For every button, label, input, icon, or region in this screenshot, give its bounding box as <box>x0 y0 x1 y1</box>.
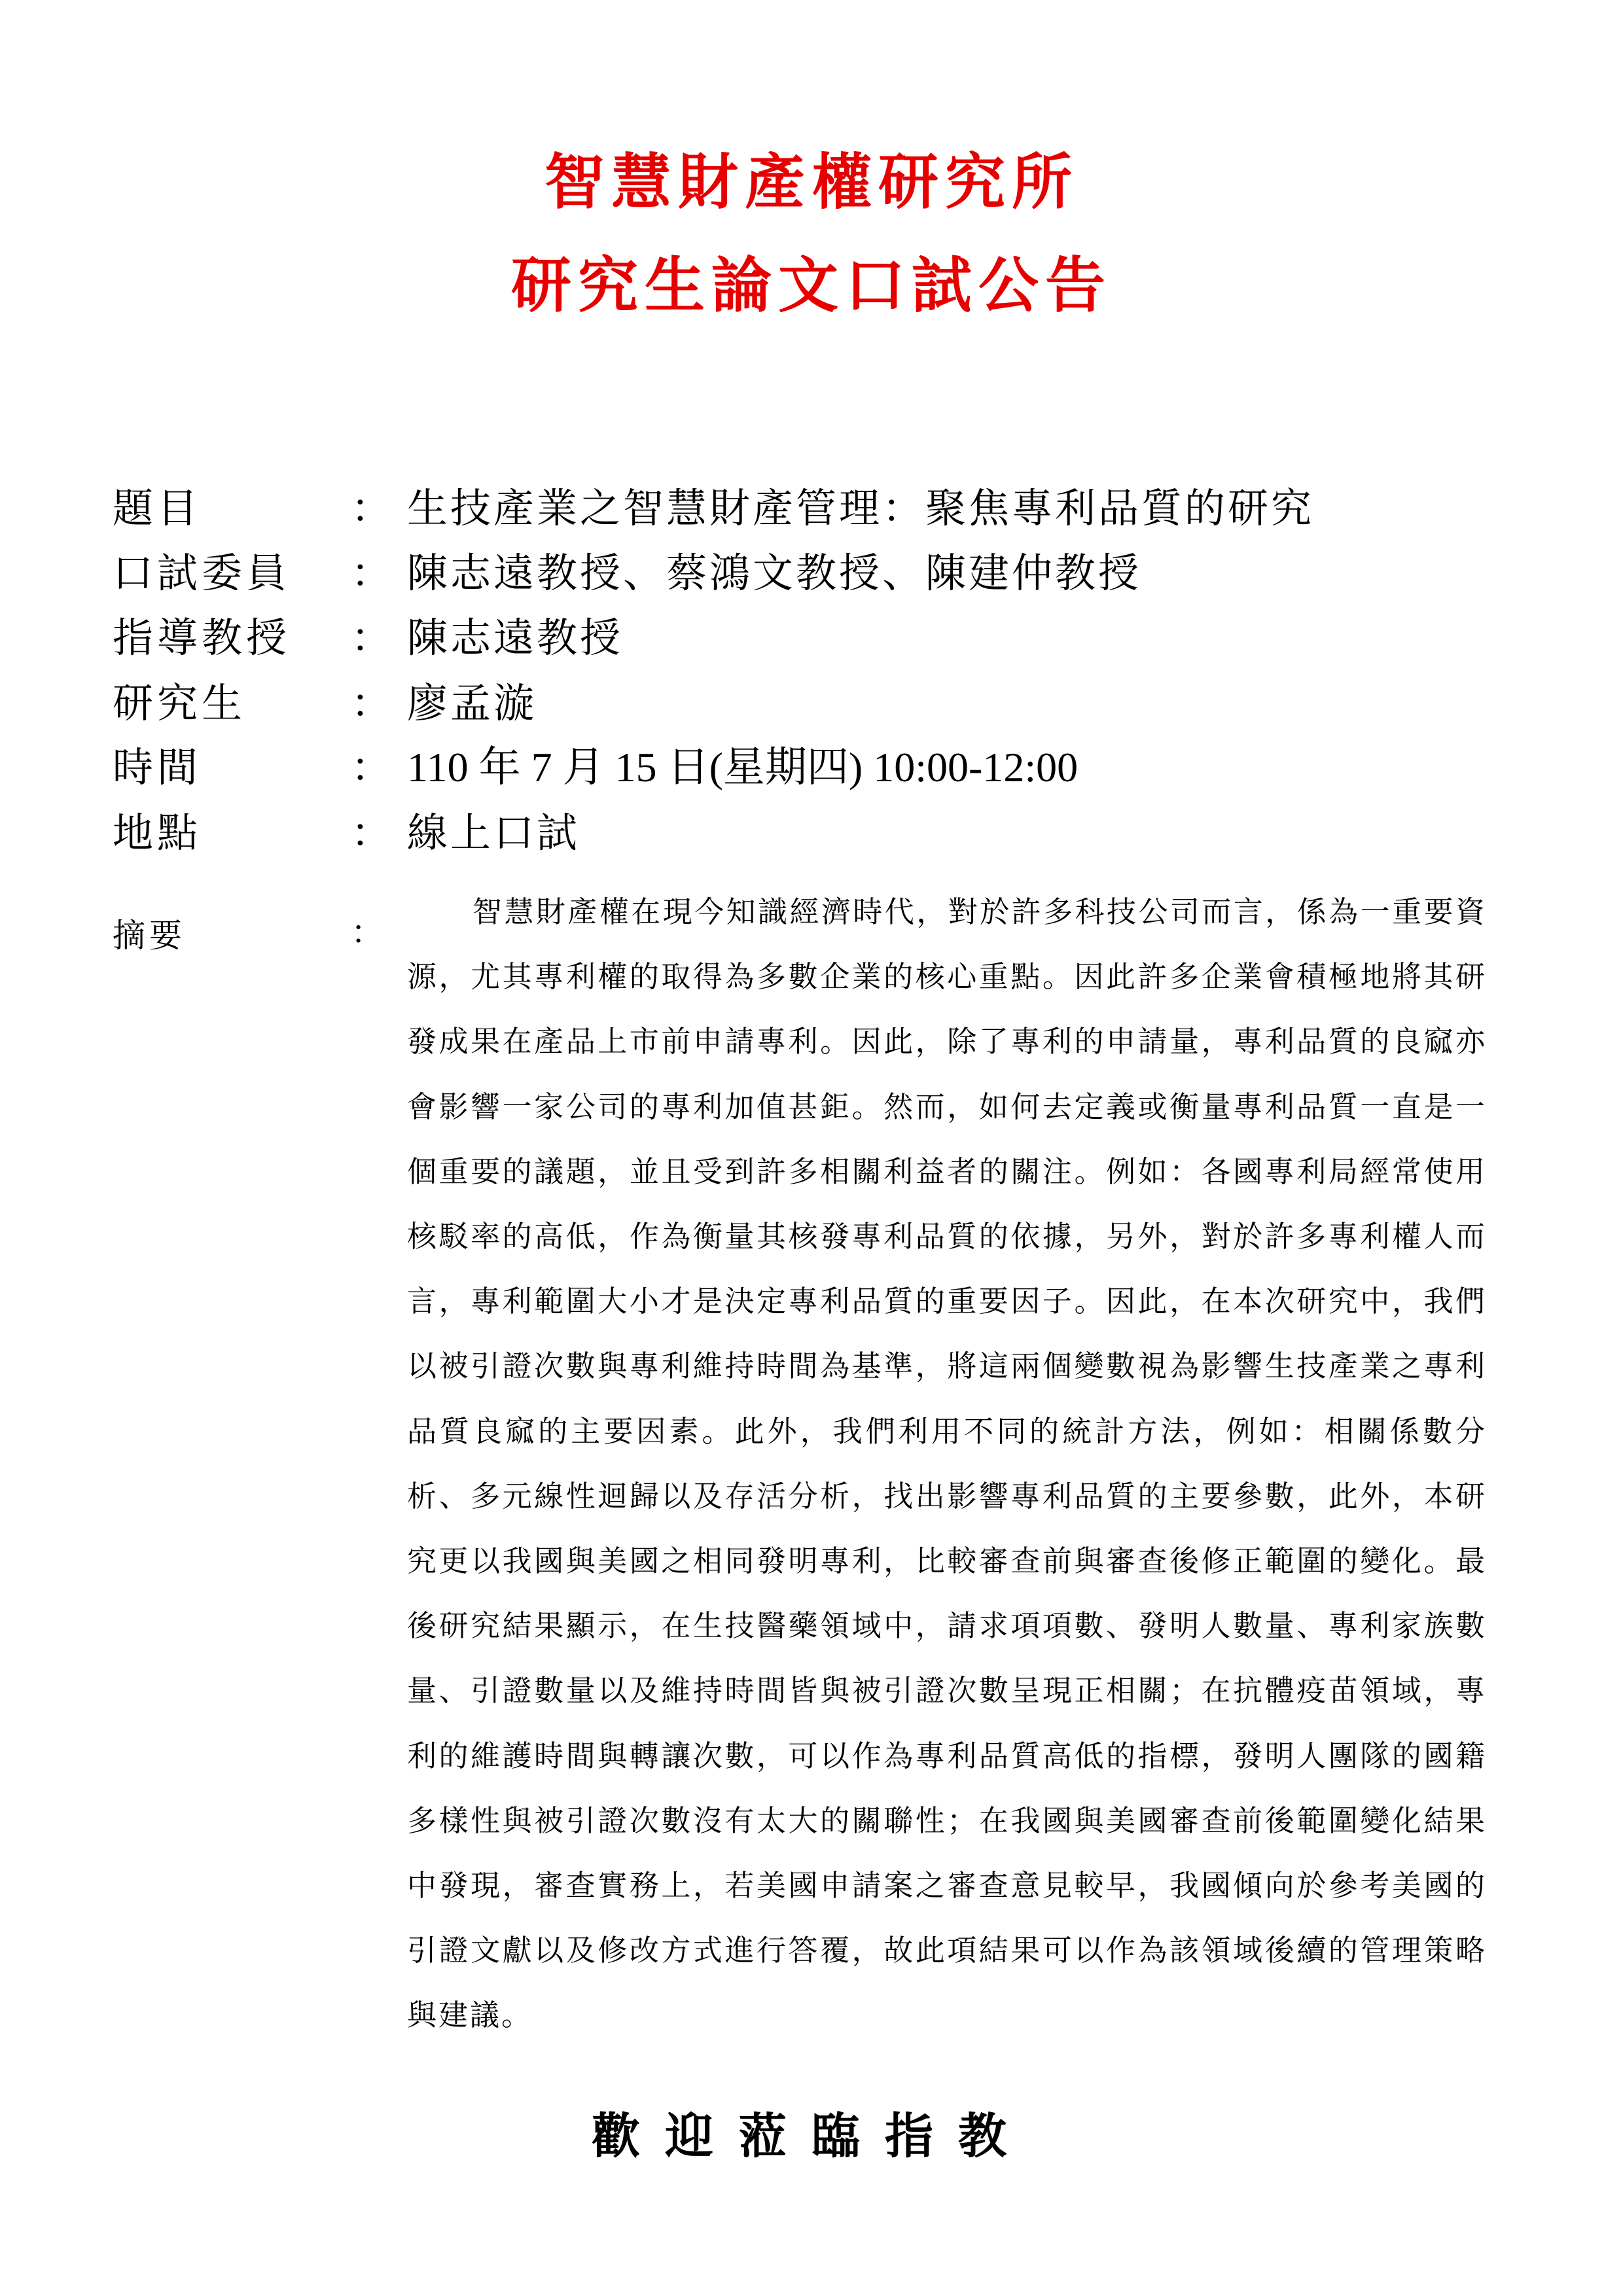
info-row-advisor <box>0 612 1623 664</box>
committee-colon: ： <box>351 549 392 597</box>
location-colon: ： <box>351 809 392 857</box>
topic-value: 生技產業之智慧財產管理：聚焦專利品質的研究 <box>407 484 1315 532</box>
info-row-location <box>0 807 1623 859</box>
announcement-title: 研究生論文口試公告 <box>510 250 1112 321</box>
advisor-value: 陳志遠教授 <box>407 614 624 662</box>
institute-title: 智慧財產權研究所 <box>544 147 1079 217</box>
time-colon: ： <box>351 743 392 791</box>
location-label: 地點 <box>113 809 202 857</box>
topic-colon: ： <box>351 484 392 532</box>
abstract-label: 摘要 <box>113 917 186 955</box>
topic-label: 題目 <box>113 484 202 532</box>
info-row-committee <box>0 547 1623 599</box>
advisor-colon: ： <box>351 614 392 662</box>
info-row-time <box>0 741 1623 794</box>
time-label: 時間 <box>113 743 202 791</box>
location-value: 線上口試 <box>407 809 580 857</box>
time-value: 110 年 7 月 15 日(星期四) 10:00-12:00 <box>407 744 1079 790</box>
student-label: 研究生 <box>113 679 247 727</box>
abstract-colon: ： <box>351 913 383 951</box>
info-row-student <box>0 677 1623 730</box>
student-value: 廖孟漩 <box>407 679 537 727</box>
committee-label: 口試委員 <box>113 549 291 597</box>
abstract-text: 智慧財產權在現今知識經濟時代，對於許多科技公司而言，係為一重要資源，尤其專利權的取得為多數企業的核心重點。因此許多企業會積極地將其研發成果在產品上市前申請專利。因此，除了專利的申請量，專利品質的良窳亦會影響一家公司的專利加值甚鉅。然而，如何去定義或衡量專利品質一直是一個重要的議題，並且受到許多相關利益者的關注。例如：各國專利局經常使用核駁率的高低，作為衡量其核發專利品質的依據，另外，對於許多專利權人而言，專利範圍大小才是決定專利品質的重要因子。因此，在本次研究中，我們以被引證次數與專利維持時間為基準，將這兩個變數視為影響生技產業之專利品質良窳的主要因素。此外，我們利用不同的統計方法，例如：相關係數分析、多元線性迴歸以及存活分析，找出影響專利品質的主要參數，此外，本研究更以我國與美國之相同發明專利，比較審查前與審查後修正範圍的變化。最後研究結果顯示，在生技醫藥領域中，請求項項數、發明人數量、專利家族數量、引證數量以及維持時間皆與被引證次數呈現正相關；在抗體疫苗領域，專利的維護時間與轉讓次數，可以作為專利品質高低的指標，發明人團隊的國籍多樣性與被引證次數沒有太大的關聯性；在我國與美國審查前後範圍變化結果中發現，審查實務上，若美國申請案之審查意見較早，我國傾向於參考美國的引證文獻以及修改方式進行答覆，故此項結果可以作為該領域後續的管理策略與建議。 <box>407 894 1487 2033</box>
info-row-topic <box>0 482 1623 535</box>
student-colon: ： <box>351 679 392 727</box>
committee-value: 陳志遠教授、蔡鴻文教授、陳建仲教授 <box>407 549 1142 597</box>
welcome-footer: 歡迎蒞臨指教 <box>592 2108 1031 2164</box>
advisor-label: 指導教授 <box>113 614 291 662</box>
